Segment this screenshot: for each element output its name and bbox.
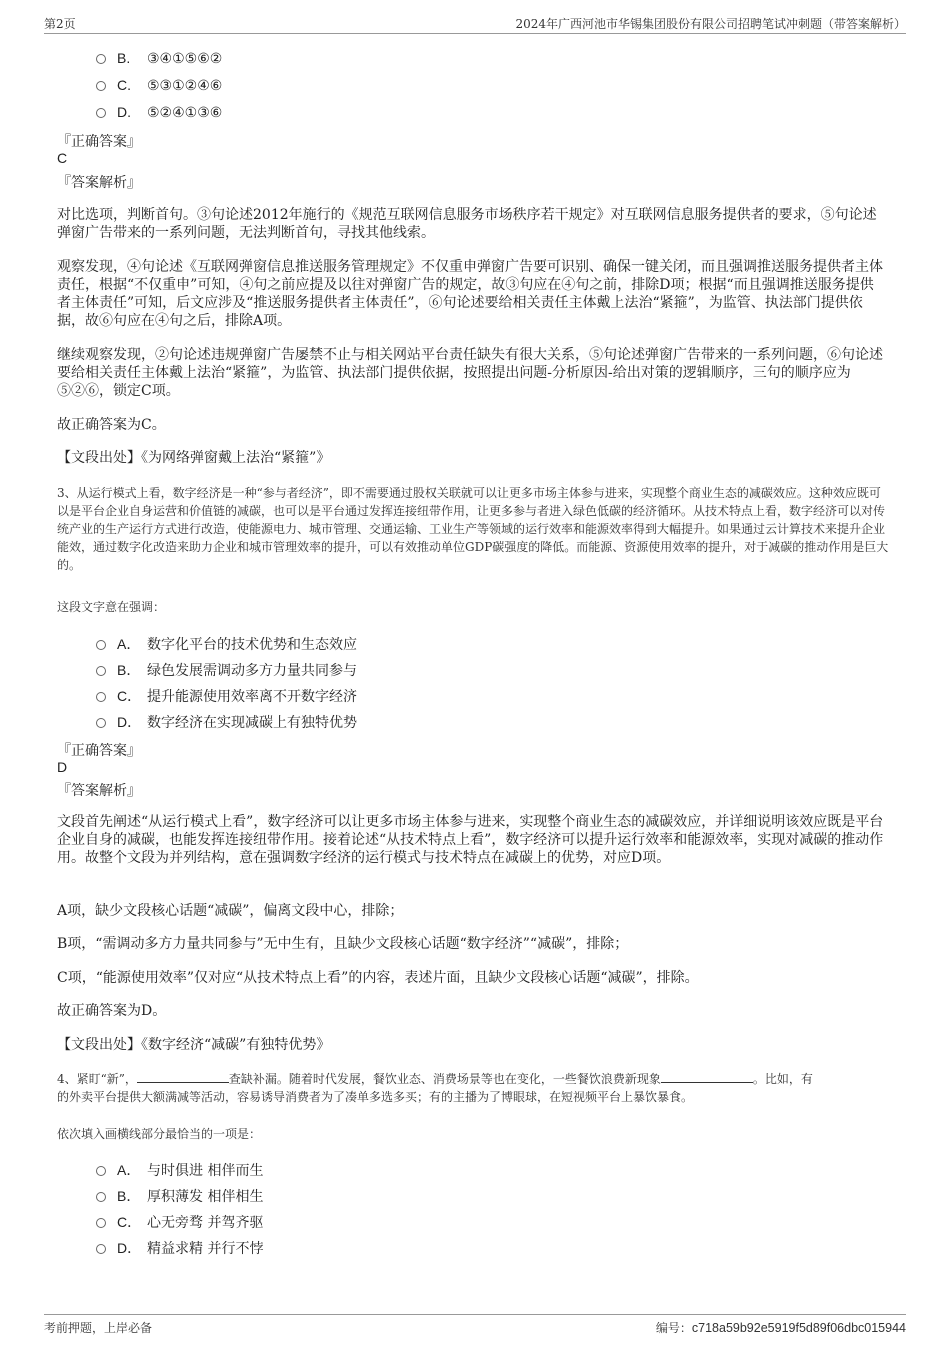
q3-analysis-p2: A项，缺少文段核心话题“减碳”，偏离文段中心，排除； [57,903,404,919]
q4-option-b[interactable]: B． 厚积薄发 相伴相生 [96,1186,263,1206]
document-title: 2024年广西河池市华锡集团股份有限公司招聘笔试冲刺题（带答案解析） [515,17,906,31]
q2-analysis-p4: 故正确答案为C。 [57,417,166,433]
q3-prompt: 这段文字意在强调： [57,600,166,614]
radio-icon[interactable] [96,108,106,118]
q2-analysis-p1: 对比选项，判断首句。③句论述2012年施行的《规范互联网信息服务市场秩序若干规定》对互联网信息服务提供者的要求，⑤句论述弹窗广告带来的一系列问题，无法判断首句，寻找其他线索。 [57,207,877,241]
q2-analysis-label: 『答案解析』 [57,175,141,191]
q3-analysis-p1: 文段首先阐述“从运行模式上看”，数字经济可以让更多市场主体参与进来，实现整个商业生态的减碳效应，并详细说明该效应既是平台企业自身的减碳，也能发挥连接纽带作用。接着论述“从技术特点上看”，数字经济可以提升运行效率和能源效率，实现对减碳的推动作用。故整个文段为并列结构，意在强调数字经济的运行模式与技术特点在减碳上的优势，对应D项。 [57,814,884,866]
q2-answer: C [57,150,68,166]
q4-prompt: 依次填入画横线部分最恰当的一项是： [57,1127,262,1141]
q3-option-b[interactable]: B． 绿色发展需调动多方力量共同参与 [96,660,357,680]
q3-analysis-p4: C项，“能源使用效率”仅对应“从技术特点上看”的内容，表述片面，且缺少文段核心话题“减碳”，排除。 [57,970,699,986]
q3-analysis-p5: 故正确答案为D。 [57,1003,167,1019]
q2-analysis-p2: 观察发现，④句论述《互联网弹窗信息推送服务管理规定》不仅重申弹窗广告要可识别、确保一键关闭，而且强调推送服务提供者主体责任，根据“不仅重申”可知，④句之前应提及以往对弹窗广告的规定，故③句应在④句之前，排除D项；根据“而且强调推送服务提供者主体责任”可知，后文应涉及“推送服务提供者主体责任”，⑥句论述要给相关责任主体戴上法治“紧箍”，为监管、执法部门提供依据，故⑥句应在④句之后，排除A项。 [57,259,883,329]
q3-answer-label: 『正确答案』 [57,743,141,759]
radio-icon[interactable] [96,54,106,64]
page-number: 第2页 [44,17,76,31]
radio-icon[interactable] [96,692,106,702]
q4-option-a[interactable]: A． 与时俱进 相伴而生 [96,1160,263,1180]
page-footer [44,1314,906,1337]
q3-source: 【文段出处】《数字经济“减碳”有独特优势》 [57,1037,331,1053]
q4-option-c[interactable]: C． 心无旁骛 并驾齐驱 [96,1212,263,1232]
fill-blank-1[interactable] [137,1070,229,1083]
radio-icon[interactable] [96,81,106,91]
radio-icon[interactable] [96,1218,106,1228]
q3-stem: 3、从运行模式上看，数字经济是一种“参与者经济”，即不需要通过股权关联就可以让更多市场主体参与进来，实现整个商业生态的减碳效应。这种效应既可以是平台企业自身运营和价值链的减碳，也可以是平台通过发挥连接纽带作用，让更多参与者进入绿色低碳的经济循环。从技术特点上看，数字经济可以对传统产业的生产运行方式进行改造，使能源电力、城市管理、交通运输、工业生产等领域的运行效率和能源效率得到大幅提升。如果通过云计算技术来提升企业能效，通过数字化改造来助力企业和城市管理效率的提升，可以有效推动单位GDP碳强度的降低。而能源、资源使用效率的提升，对于减碳的推动作用是巨大的。 [57,486,889,572]
q4-stem: 4、紧盯“新”， 查缺补漏。随着时代发展，餐饮业态、消费场景等也在变化，一些餐饮浪费新现象 。比如，有 的外卖平台提供大额满减等活动，容易诱导消费者为了凑单多选多买；有的主播为了博眼球，在短视频平台上暴饮暴食。 [57,1072,813,1104]
q2-option-c[interactable]: C. ⑤③①②④⑥ [96,77,222,94]
q2-option-b[interactable]: B. ③④①⑤⑥② [96,50,222,67]
footer-slogan: 考前押题，上岸必备 [44,1321,153,1335]
q2-analysis-p3: 继续观察发现，②句论述违规弹窗广告屡禁不止与相关网站平台责任缺失有很大关系，⑤句论述弹窗广告带来的一系列问题，⑥句论述要给相关责任主体戴上法治“紧箍”，为监管、执法部门提供依据，按照提出问题-分析原因-给出对策的逻辑顺序，三句的顺序应为⑤②⑥，锁定C项。 [57,347,883,399]
fill-blank-2[interactable] [661,1070,753,1083]
q3-answer: D [57,759,68,775]
radio-icon[interactable] [96,718,106,728]
q3-analysis-p3: B项，“需调动多方力量共同参与”无中生有，且缺少文段核心话题“数字经济”“减碳”，排除； [57,936,629,952]
radio-icon[interactable] [96,640,106,650]
radio-icon[interactable] [96,1244,106,1254]
radio-icon[interactable] [96,1166,106,1176]
footer-code: 编号：c718a59b92e5919f5d89f06dbc015944 [655,1321,906,1335]
radio-icon[interactable] [96,666,106,676]
q3-analysis-label: 『答案解析』 [57,783,141,799]
page-header [44,13,906,34]
q2-source: 【文段出处】《为网络弹窗戴上法治“紧箍”》 [57,450,331,466]
q2-answer-label: 『正确答案』 [57,134,141,150]
q2-option-d[interactable]: D. ⑤②④①③⑥ [96,104,222,121]
q3-option-d[interactable]: D． 数字经济在实现减碳上有独特优势 [96,712,357,732]
q3-option-c[interactable]: C． 提升能源使用效率离不开数字经济 [96,686,357,706]
radio-icon[interactable] [96,1192,106,1202]
q3-option-a[interactable]: A． 数字化平台的技术优势和生态效应 [96,634,357,654]
q4-option-d[interactable]: D． 精益求精 并行不悖 [96,1238,263,1258]
